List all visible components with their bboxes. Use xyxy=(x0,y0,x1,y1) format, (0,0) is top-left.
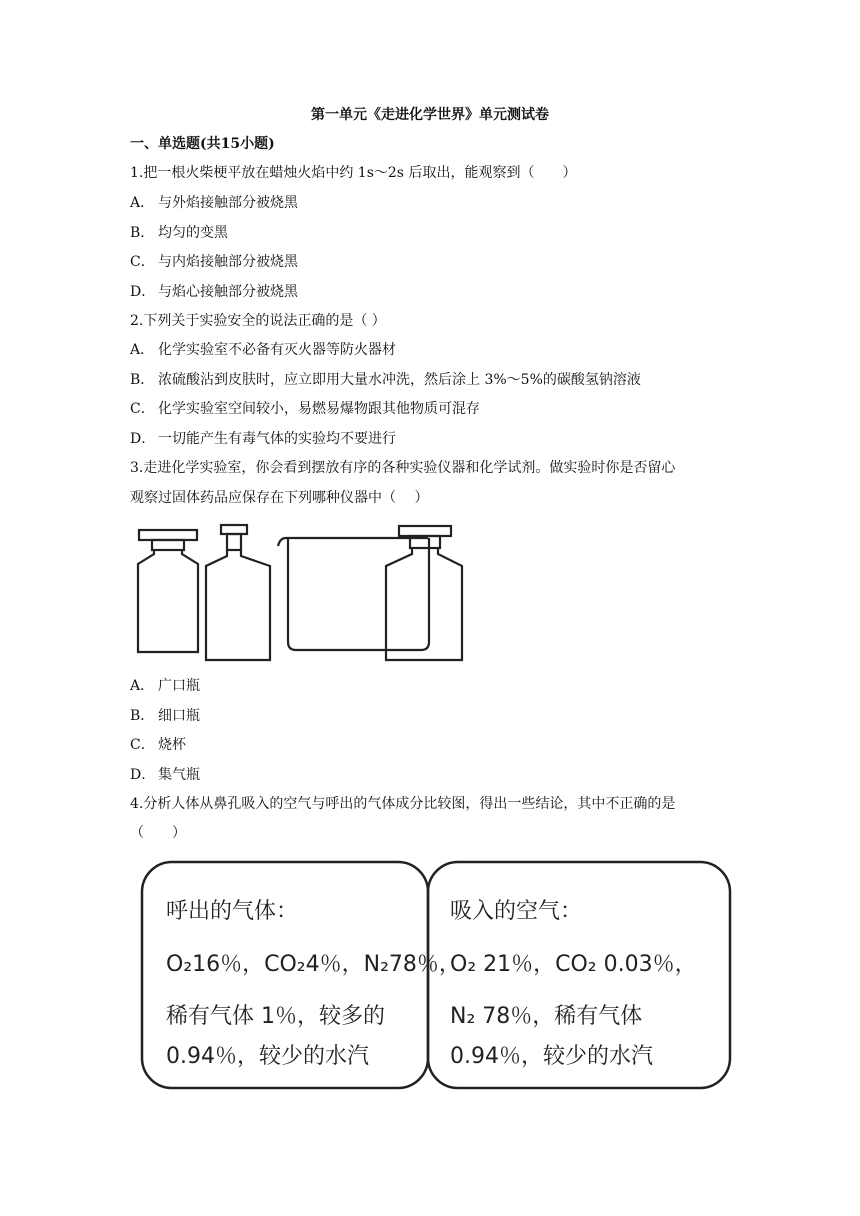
question-3-stem-line2: 观察过固体药品应保存在下列哪种仪器中（ ） xyxy=(130,490,429,506)
exhaled-line-4: 0.94％，较少的水汽 xyxy=(166,1044,369,1069)
narrow-mouth-bottle-icon xyxy=(206,525,270,660)
q3-option-c: C． 烧杯 xyxy=(130,737,186,753)
q1-option-d: D． 与焰心接触部分被烧黑 xyxy=(130,284,298,300)
q3-option-b: B． 细口瓶 xyxy=(130,708,200,724)
q1-option-a: A． 与外焰接触部分被烧黑 xyxy=(130,195,298,211)
q1-option-b: B． 均匀的变黑 xyxy=(130,225,228,241)
question-2-stem: 2.下列关于实验安全的说法正确的是（ ） xyxy=(130,313,386,329)
beaker-icon xyxy=(278,538,429,650)
inhaled-line-3: N₂ 78％，稀有气体 xyxy=(450,1004,643,1029)
inhaled-line-2: O₂ 21％，CO₂ 0.03％， xyxy=(450,952,697,977)
q2-option-d: D． 一切能产生有毒气体的实验均不要进行 xyxy=(130,431,396,447)
q2-option-c: C． 化学实验室空间较小，易燃易爆物跟其他物质可混存 xyxy=(130,401,480,417)
wide-mouth-bottle-icon xyxy=(138,530,198,652)
question-1-stem: 1.把一根火柴梗平放在蜡烛火焰中约 1s～2s 后取出，能观察到（ ） xyxy=(130,165,577,181)
exhaled-line-2: O₂16％，CO₂4％，N₂78％， xyxy=(166,952,461,977)
q2-option-b: B． 浓硫酸沾到皮肤时，应立即用大量水冲洗，然后涂上 3%～5%的碳酸氢钠溶液 xyxy=(130,372,641,388)
gas-bottle-icon xyxy=(386,526,462,660)
page-title: 第一单元《走进化学世界》单元测试卷 xyxy=(311,107,549,123)
section-heading: 一、单选题(共15小题) xyxy=(130,136,275,152)
inhaled-line-1: 吸入的空气： xyxy=(450,899,583,924)
q3-option-a: A． 广口瓶 xyxy=(130,678,200,694)
q2-option-a: A． 化学实验室不必备有灭火器等防火器材 xyxy=(130,342,396,358)
gas-comparison-figure xyxy=(138,858,734,1094)
question-4-stem-line2: （ ） xyxy=(130,825,186,841)
question-3-stem-line1: 3.走进化学实验室，你会看到摆放有序的各种实验仪器和化学试剂。做实验时你是否留心 xyxy=(130,460,676,476)
inhaled-line-4: 0.94％，较少的水汽 xyxy=(450,1044,653,1069)
q3-option-d: D． 集气瓶 xyxy=(130,767,200,783)
exhaled-line-1: 呼出的气体： xyxy=(166,899,299,924)
q1-option-c: C． 与内焰接触部分被烧黑 xyxy=(130,254,298,270)
question-4-stem-line1: 4.分析人体从鼻孔吸入的空气与呼出的气体成分比较图，得出一些结论，其中不正确的是 xyxy=(130,796,676,812)
exhaled-line-3: 稀有气体 1％，较多的 xyxy=(166,1004,385,1029)
lab-glassware-figure xyxy=(128,520,468,666)
